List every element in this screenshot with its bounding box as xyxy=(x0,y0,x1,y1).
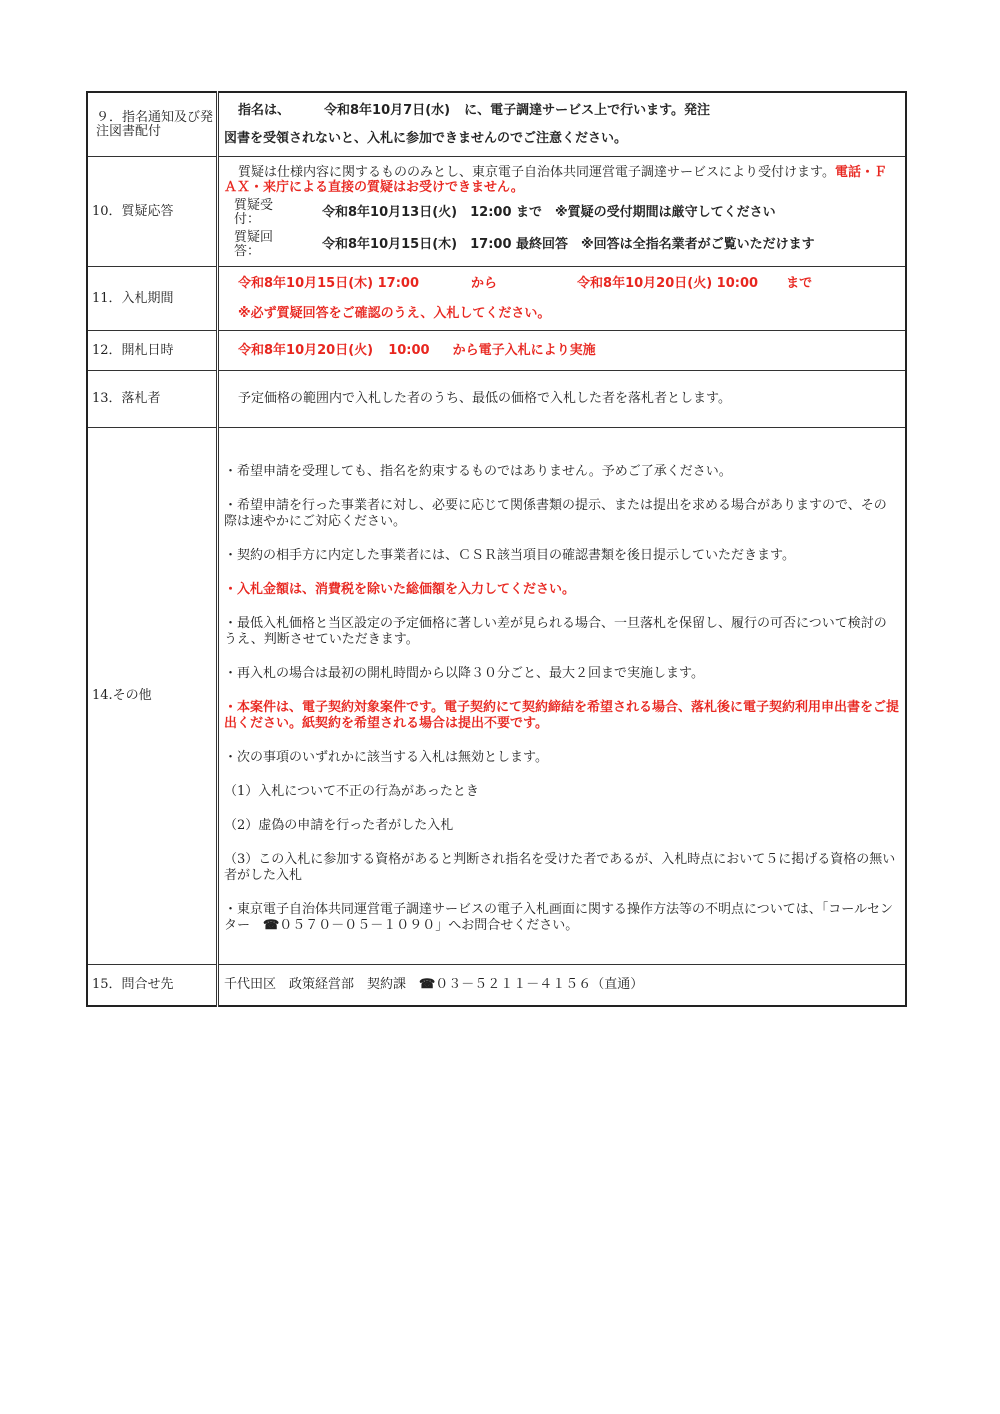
list-item-warning: ・入札金額は、消費税を除いた総価額を入力してください。 xyxy=(224,582,576,597)
row-label-notification xyxy=(87,92,218,157)
row-content-notification xyxy=(218,92,907,157)
qa-receive-value: 令和8年10月13日(火) 12:00 まで ※質疑の受付期間は厳守してください xyxy=(322,204,776,220)
qa-answer-value: 令和8年10月15日(木) 17:00 最終回答 ※回答は全指名業者がご覧いただけます xyxy=(322,236,815,252)
warning-text: 電話・ＦＡＸ・来庁による直接の質疑はお受けできません。 xyxy=(224,164,887,195)
date-text: 令和8年10月20日(火) xyxy=(238,342,374,358)
end-date: 令和8年10月20日(火) 10:00 xyxy=(577,275,759,291)
row-label-qa xyxy=(87,157,218,267)
label-text: 14.その他 xyxy=(92,688,152,703)
row-label-bid-period xyxy=(87,267,218,331)
list-item: ・契約の相手方に内定した事業者には、ＣＳＲ該当項目の確認書類を後日提示していただきます。 xyxy=(224,548,795,563)
text: ・東京電子自治体共同運営電子調達サービスの電子入札画面に関する操作方法等の不明点については、「コールセンター xyxy=(224,902,893,933)
phone-number: ０３－５２１１－４１５６（直通） xyxy=(435,977,644,992)
row-content-bid-period xyxy=(218,267,907,331)
list-item: ・希望申請を受理しても、指名を約束するものではありません。予めご了承ください。 xyxy=(224,464,732,479)
text: から電子入札により実施 xyxy=(452,342,596,358)
row-label-contact xyxy=(87,965,218,1007)
list-item: ・再入札の場合は最初の開札時間から以降３０分ごと、最大２回まで実施します。 xyxy=(224,666,704,681)
list-item: ・最低入札価格と当区設定の予定価格に著しい差が見られる場合、一旦落札を保留し、履行の可否について検討のうえ、判断させていただきます。 xyxy=(224,616,887,647)
time-text: 10:00 xyxy=(388,342,430,358)
row-content-other xyxy=(218,428,907,965)
date-text: 令和8年10月7日(水) xyxy=(324,102,451,118)
list-item xyxy=(224,902,899,934)
row-label-opening xyxy=(87,331,218,371)
qa-answer-label: 質疑回答： xyxy=(234,229,274,259)
row-content-qa xyxy=(218,157,907,267)
row-content-opening xyxy=(218,331,907,371)
row-label-winner xyxy=(87,371,218,428)
list-item-warning: ・本案件は、電子契約対象案件です。電子契約にて契約締結を希望される場合、落札後に電子契約利用申出書をご提出ください。紙契約を希望される場合は提出不要です。 xyxy=(224,700,899,731)
label-text: 15．問合せ先 xyxy=(92,977,174,992)
list-item: ・希望申請を行った事業者に対し、必要に応じて関係書類の提示、または提出を求める場合がありますので、その際は速やかにご対応ください。 xyxy=(224,498,887,529)
note-text: ※必ず質疑回答をご確認のうえ、入札してください。 xyxy=(238,305,551,321)
text: に、電子調達サービス上で行います。発注 xyxy=(464,102,711,118)
text: まで xyxy=(786,275,813,291)
row-content-winner xyxy=(218,371,907,428)
phone-icon: ☎ xyxy=(263,918,280,933)
procurement-table xyxy=(86,91,907,1007)
text: から xyxy=(471,275,498,291)
text: 図書を受領されないと、入札に参加できませんのでご注意ください。 xyxy=(224,130,628,146)
text: ０５７０－０５－１０９０」へお問合せください。 xyxy=(279,918,579,933)
label-text: 12．開札日時 xyxy=(92,342,174,358)
list-item: （3）この入札に参加する資格があると判断され指名を受けた者であるが、入札時点において５に掲げる資格の無い者がした入札 xyxy=(224,852,896,883)
text: 質疑は仕様内容に関するもののみとし、東京電子自治体共同運営電子調達サービスにより受付けます。 xyxy=(238,164,835,180)
label-text: 13．落札者 xyxy=(92,391,161,406)
list-item: （1）入札について不正の行為があったとき xyxy=(224,784,479,799)
row-label-other xyxy=(87,428,218,965)
label-text: 11．入札期間 xyxy=(92,290,174,306)
phone-icon: ☎ xyxy=(419,977,436,992)
qa-receive-label: 質疑受付： xyxy=(234,197,274,227)
list-item: ・次の事項のいずれかに該当する入札は無効とします。 xyxy=(224,750,548,765)
text: 予定価格の範囲内で入札した者のうち、最低の価格で入札した者を落札者とします。 xyxy=(238,391,731,406)
text: 指名は、 xyxy=(238,102,291,118)
label-text: 10．質疑応答 xyxy=(92,203,174,219)
row-content-contact xyxy=(218,965,907,1007)
label-text: ９．指名通知及び発注図書配付 xyxy=(96,109,214,139)
contact-text: 千代田区 政策経営部 契約課 xyxy=(224,977,420,992)
start-date: 令和8年10月15日(木) 17:00 xyxy=(238,275,420,291)
list-item: （2）虚偽の申請を行った者がした入札 xyxy=(224,818,454,833)
